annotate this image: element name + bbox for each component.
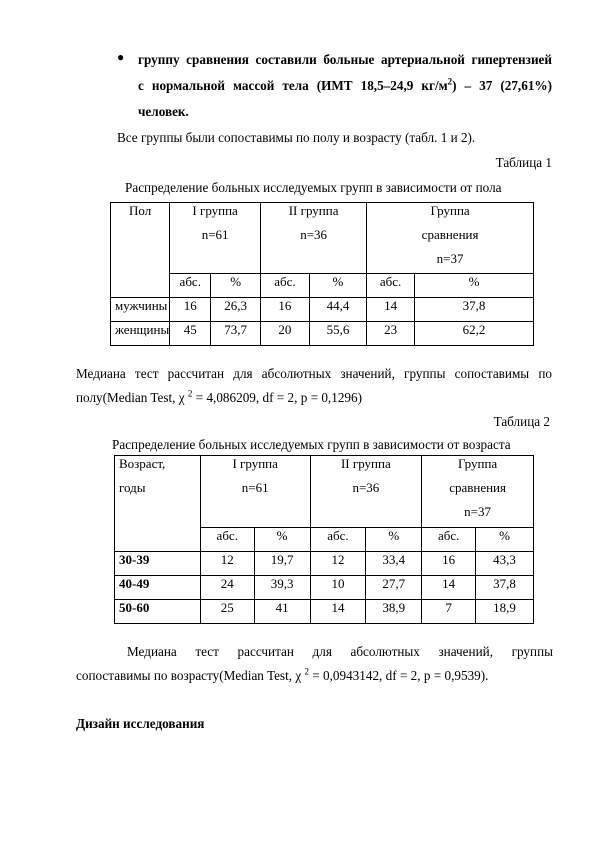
table-cell: 33,4 xyxy=(366,552,422,576)
table-2-group-2-n: n=36 xyxy=(352,480,380,495)
table-cell: мужчины xyxy=(111,298,170,322)
table-2-group-3-n: n=37 xyxy=(464,504,492,519)
table-1-label: Таблица 1 xyxy=(495,155,552,170)
table-2-group-2-title: II группа xyxy=(340,456,391,471)
table-cell: 73,7 xyxy=(211,322,261,346)
table-1-group-2-n: n=36 xyxy=(300,227,328,242)
table-2-caption: Распределение больных исследуемых групп в зависимости от возраста xyxy=(112,437,511,452)
table-cell: 16 xyxy=(422,552,476,576)
table-cell: 27,7 xyxy=(366,576,422,600)
bullet-line-2-text-b: ) – 37 (27,61%) xyxy=(452,78,552,93)
table-2-header-group-1 xyxy=(200,456,310,528)
table-row xyxy=(115,552,534,576)
table-cell: 41 xyxy=(254,600,310,624)
table-2-subheader-pct: % xyxy=(254,528,310,552)
median-test-sex-text-a: полу(Median Test, χ xyxy=(76,390,188,405)
table-cell: 14 xyxy=(310,600,366,624)
table-cell: 18,9 xyxy=(476,600,534,624)
table-1-caption: Распределение больных исследуемых групп в зависимости от пола xyxy=(125,180,502,195)
table-2-subheader-pct: % xyxy=(476,528,534,552)
table-2-subheader-abs: абс. xyxy=(200,528,254,552)
table-cell: 37,8 xyxy=(415,298,534,322)
table-cell: 24 xyxy=(200,576,254,600)
paragraph-median-test-age-line-2 xyxy=(76,668,488,684)
table-cell: 40-49 xyxy=(115,576,201,600)
table-2-label: Таблица 2 xyxy=(493,414,550,429)
table-2-header-age-line-2: годы xyxy=(119,480,146,495)
table-cell: 25 xyxy=(200,600,254,624)
section-heading: Дизайн исследования xyxy=(76,716,205,731)
table-cell: 39,3 xyxy=(254,576,310,600)
table-1-group-1-n: n=61 xyxy=(201,227,229,242)
table-1-subheader-pct: % xyxy=(309,274,366,298)
table-cell: 12 xyxy=(310,552,366,576)
table-2-header-group-2 xyxy=(310,456,422,528)
table-cell: 19,7 xyxy=(254,552,310,576)
median-test-age-text-b: = 0,0943142, df = 2, p = 0,9539). xyxy=(308,668,489,683)
table-1-header-comparison-group xyxy=(367,203,534,274)
table-1-subheader-pct: % xyxy=(415,274,534,298)
table-1 xyxy=(110,202,534,346)
table-cell: 16 xyxy=(170,298,211,322)
table-2-header-comparison-group xyxy=(422,456,534,528)
table-cell: 30-39 xyxy=(115,552,201,576)
table-row xyxy=(111,298,534,322)
table-cell: 45 xyxy=(170,322,211,346)
table-cell: 14 xyxy=(422,576,476,600)
table-cell: 23 xyxy=(367,322,415,346)
table-cell: 16 xyxy=(261,298,310,322)
table-cell: 10 xyxy=(310,576,366,600)
table-row xyxy=(115,576,534,600)
table-1-header-sex: Пол xyxy=(111,203,170,298)
table-1-header-group-2 xyxy=(261,203,367,274)
bullet-line-1: группу сравнения составили больные артериальной гипертензией xyxy=(138,52,552,67)
paragraph-groups-comparable: Все группы были сопоставимы по полу и возрасту (табл. 1 и 2). xyxy=(117,130,476,145)
table-2-header-age xyxy=(115,456,201,552)
table-1-subheader-abs: абс. xyxy=(170,274,211,298)
table-row xyxy=(115,600,534,624)
table-cell: 12 xyxy=(200,552,254,576)
table-2-group-1-title: I группа xyxy=(232,456,278,471)
table-cell: 37,8 xyxy=(476,576,534,600)
table-1-header-group-1 xyxy=(170,203,261,274)
table-2-group-3-title: Группа xyxy=(457,456,498,471)
table-cell: 38,9 xyxy=(366,600,422,624)
table-2-subheader-abs: абс. xyxy=(422,528,476,552)
table-1-group-1-title: I группа xyxy=(192,203,238,218)
table-cell: 7 xyxy=(422,600,476,624)
table-2-subheader-abs: абс. xyxy=(310,528,366,552)
median-test-age-text-a: сопоставимы по возрасту(Median Test, χ xyxy=(76,668,305,683)
table-1-subheader-abs: абс. xyxy=(367,274,415,298)
median-test-sex-superscript: 2 xyxy=(187,388,193,399)
table-2-header-age-line-1: Возраст, xyxy=(119,456,166,471)
bullet-line-3: человек. xyxy=(138,104,189,119)
table-cell: 44,4 xyxy=(309,298,366,322)
table-cell: 55,6 xyxy=(309,322,366,346)
table-1-group-3-title: Группа xyxy=(430,203,470,218)
table-cell: 26,3 xyxy=(211,298,261,322)
table-cell: женщины xyxy=(111,322,170,346)
paragraph-median-test-age-line-1: Медиана тест рассчитан для абсолютных значений, группы xyxy=(127,644,553,659)
table-2 xyxy=(114,455,534,624)
table-cell: 20 xyxy=(261,322,310,346)
paragraph-median-test-sex-line-1: Медиана тест рассчитан для абсолютных значений, группы сопоставимы по xyxy=(76,366,552,381)
table-1-group-3-title-2: сравнения xyxy=(421,227,479,242)
bullet-line-2 xyxy=(138,78,552,94)
table-1-group-2-title: II группа xyxy=(288,203,339,218)
table-2-subheader-pct: % xyxy=(366,528,422,552)
table-2-group-3-title-2: сравнения xyxy=(449,480,506,495)
table-cell: 43,3 xyxy=(476,552,534,576)
table-row xyxy=(111,322,534,346)
median-test-age-superscript: 2 xyxy=(304,666,309,677)
median-test-sex-text-b: = 4,086209, df = 2, p = 0,1296) xyxy=(192,390,362,405)
bullet-line-2-superscript: 2 xyxy=(447,76,453,87)
table-cell: 50-60 xyxy=(115,600,201,624)
bullet-point-icon: ● xyxy=(117,50,125,64)
table-cell: 62,2 xyxy=(415,322,534,346)
paragraph-median-test-sex-line-2 xyxy=(76,390,362,406)
bullet-line-2-text-a: с нормальной массой тела (ИМТ 18,5–24,9 кг/м xyxy=(138,78,448,93)
table-2-group-1-n: n=61 xyxy=(241,480,269,495)
table-1-subheader-pct: % xyxy=(211,274,261,298)
table-cell: 14 xyxy=(367,298,415,322)
table-1-group-3-n: n=37 xyxy=(436,251,464,266)
table-1-subheader-abs: абс. xyxy=(261,274,310,298)
